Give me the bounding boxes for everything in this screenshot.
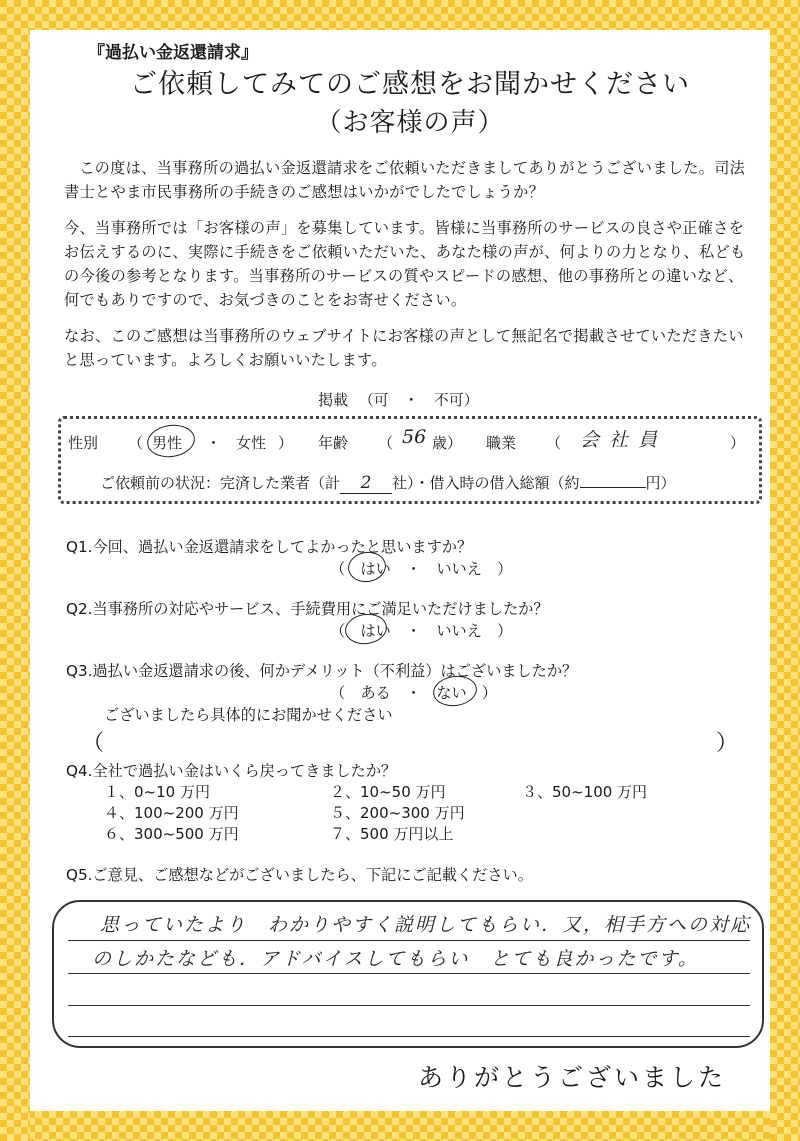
question-1-answer[interactable]: （ はい ・ いいえ ） [330,560,513,578]
occupation-label: 職業 [486,434,517,452]
intro-paragraph-3: なお、このご感想は当事務所のウェブサイトにお客様の声として無記名で掲載させていただきたいと思っています。よろしくお願いいたします。 [64,327,744,369]
question-3: Q3.過払い金返還請求の後、何かデメリット（不利益）はございましたか？ [66,662,578,680]
question-2: Q2.当事務所の対応やサービス、手続費用にご満足いただけましたか？ [66,600,549,618]
prior-status-prefix: ご依頼前の状況：完済した業者（計 [100,474,341,492]
q4-option-1[interactable]: １、0~10 万円 [104,783,210,801]
age-paren-open: （ [378,434,394,452]
intro-paragraph-2: 今、当事務所では「お客様の声」を募集しています。皆様に当事務所のサービスの良さや正確さをお伝えするのに、実際に手続きをご依頼いただいた、あなた様の声が、何よりの力となり、私どもの今後の参考となります。当事務所のサービスの質やスピードの感想、他の事務所との違いなど、何でもありですので、お気づきのことをお寄せください。 [64,219,746,309]
publish-options[interactable]: （可 ・ 不可） [358,391,479,409]
question-3-detail-close: ） [716,731,739,756]
q4-option-4[interactable]: ４、100~200 万円 [104,804,239,822]
occupation-paren-close: ） [730,434,746,452]
lenders-count-field[interactable]: 2 [340,473,392,494]
gender-label: 性別 [68,434,99,452]
age-label: 年齢 [318,434,349,452]
border-bottom [0,1111,800,1141]
q4-option-7[interactable]: ７、500 万円以上 [330,825,454,843]
comment-line-2: のしかたなども．アドバイスしてもらい とても良かったです。 [92,948,699,970]
question-3-answer[interactable]: （ ある ・ ない ） [330,684,498,702]
publish-label: 掲載 [318,391,349,409]
comment-rule-4 [68,1036,750,1037]
prior-status-mid: 社）・借入時の借入総額（約 [392,474,580,492]
intro-paragraph-1: この度は、当事務所の過払い金返還請求をご依頼いただきましてありがとうございました。司法書士とやま市民事務所の手続きのご感想はいかがでしたでしょうか？ [64,159,746,201]
question-4: Q4.全社で過払い金はいくら戻ってきましたか？ [66,762,397,780]
border-left [0,0,30,1141]
prior-status-row [100,472,676,494]
age-value[interactable]: 56 [402,426,427,448]
borrowed-amount-field[interactable] [580,487,646,488]
question-3-detail-field[interactable] [110,730,710,754]
q4-option-3[interactable]: ３、50~100 万円 [522,783,648,801]
prior-status-suffix: 円） [645,474,676,492]
gender-separator: ・ [206,434,222,452]
q4-option-6[interactable]: ６、300~500 万円 [104,825,239,843]
comment-rule-1 [68,940,750,941]
gender-option-male[interactable]: 男性 [152,434,183,452]
thank-you-message: ありがとうございました [418,1063,727,1092]
q4-option-2[interactable]: ２、10~50 万円 [330,783,446,801]
form-title: ご依頼してみてのご感想をお聞かせください [130,69,690,100]
age-unit: 歳） [432,434,463,452]
question-2-answer[interactable]: （ はい ・ いいえ ） [330,622,513,640]
form-title-sub: （お客様の声） [315,108,505,138]
question-3-detail-prompt: ございましたら具体的にお聞かせください [104,706,393,724]
publish-permission [318,389,479,410]
occupation-paren-open: （ [546,434,562,452]
border-top [0,0,800,30]
gender-paren-open: （ [128,434,144,452]
question-1: Q1.今回、過払い金返還請求をしてよかったと思いますか？ [66,538,473,556]
q4-option-5[interactable]: ５、200~300 万円 [330,804,465,822]
comment-line-1: 思っていたより わかりやすく説明してもらい．又，相手方への対応 [100,914,752,936]
border-right [770,0,800,1141]
question-3-detail-open: （ [82,731,105,756]
occupation-value[interactable]: 会社員 [580,429,668,451]
gender-option-female[interactable]: 女性 [236,434,267,452]
form-subtitle: 『過払い金返還請求』 [88,43,258,63]
gender-paren-close: ） [278,434,294,452]
comment-rule-3 [68,1005,750,1006]
question-5: Q5.ご意見、ご感想などがございましたら、下記にご記載ください。 [66,866,533,884]
comment-rule-2 [68,973,750,974]
